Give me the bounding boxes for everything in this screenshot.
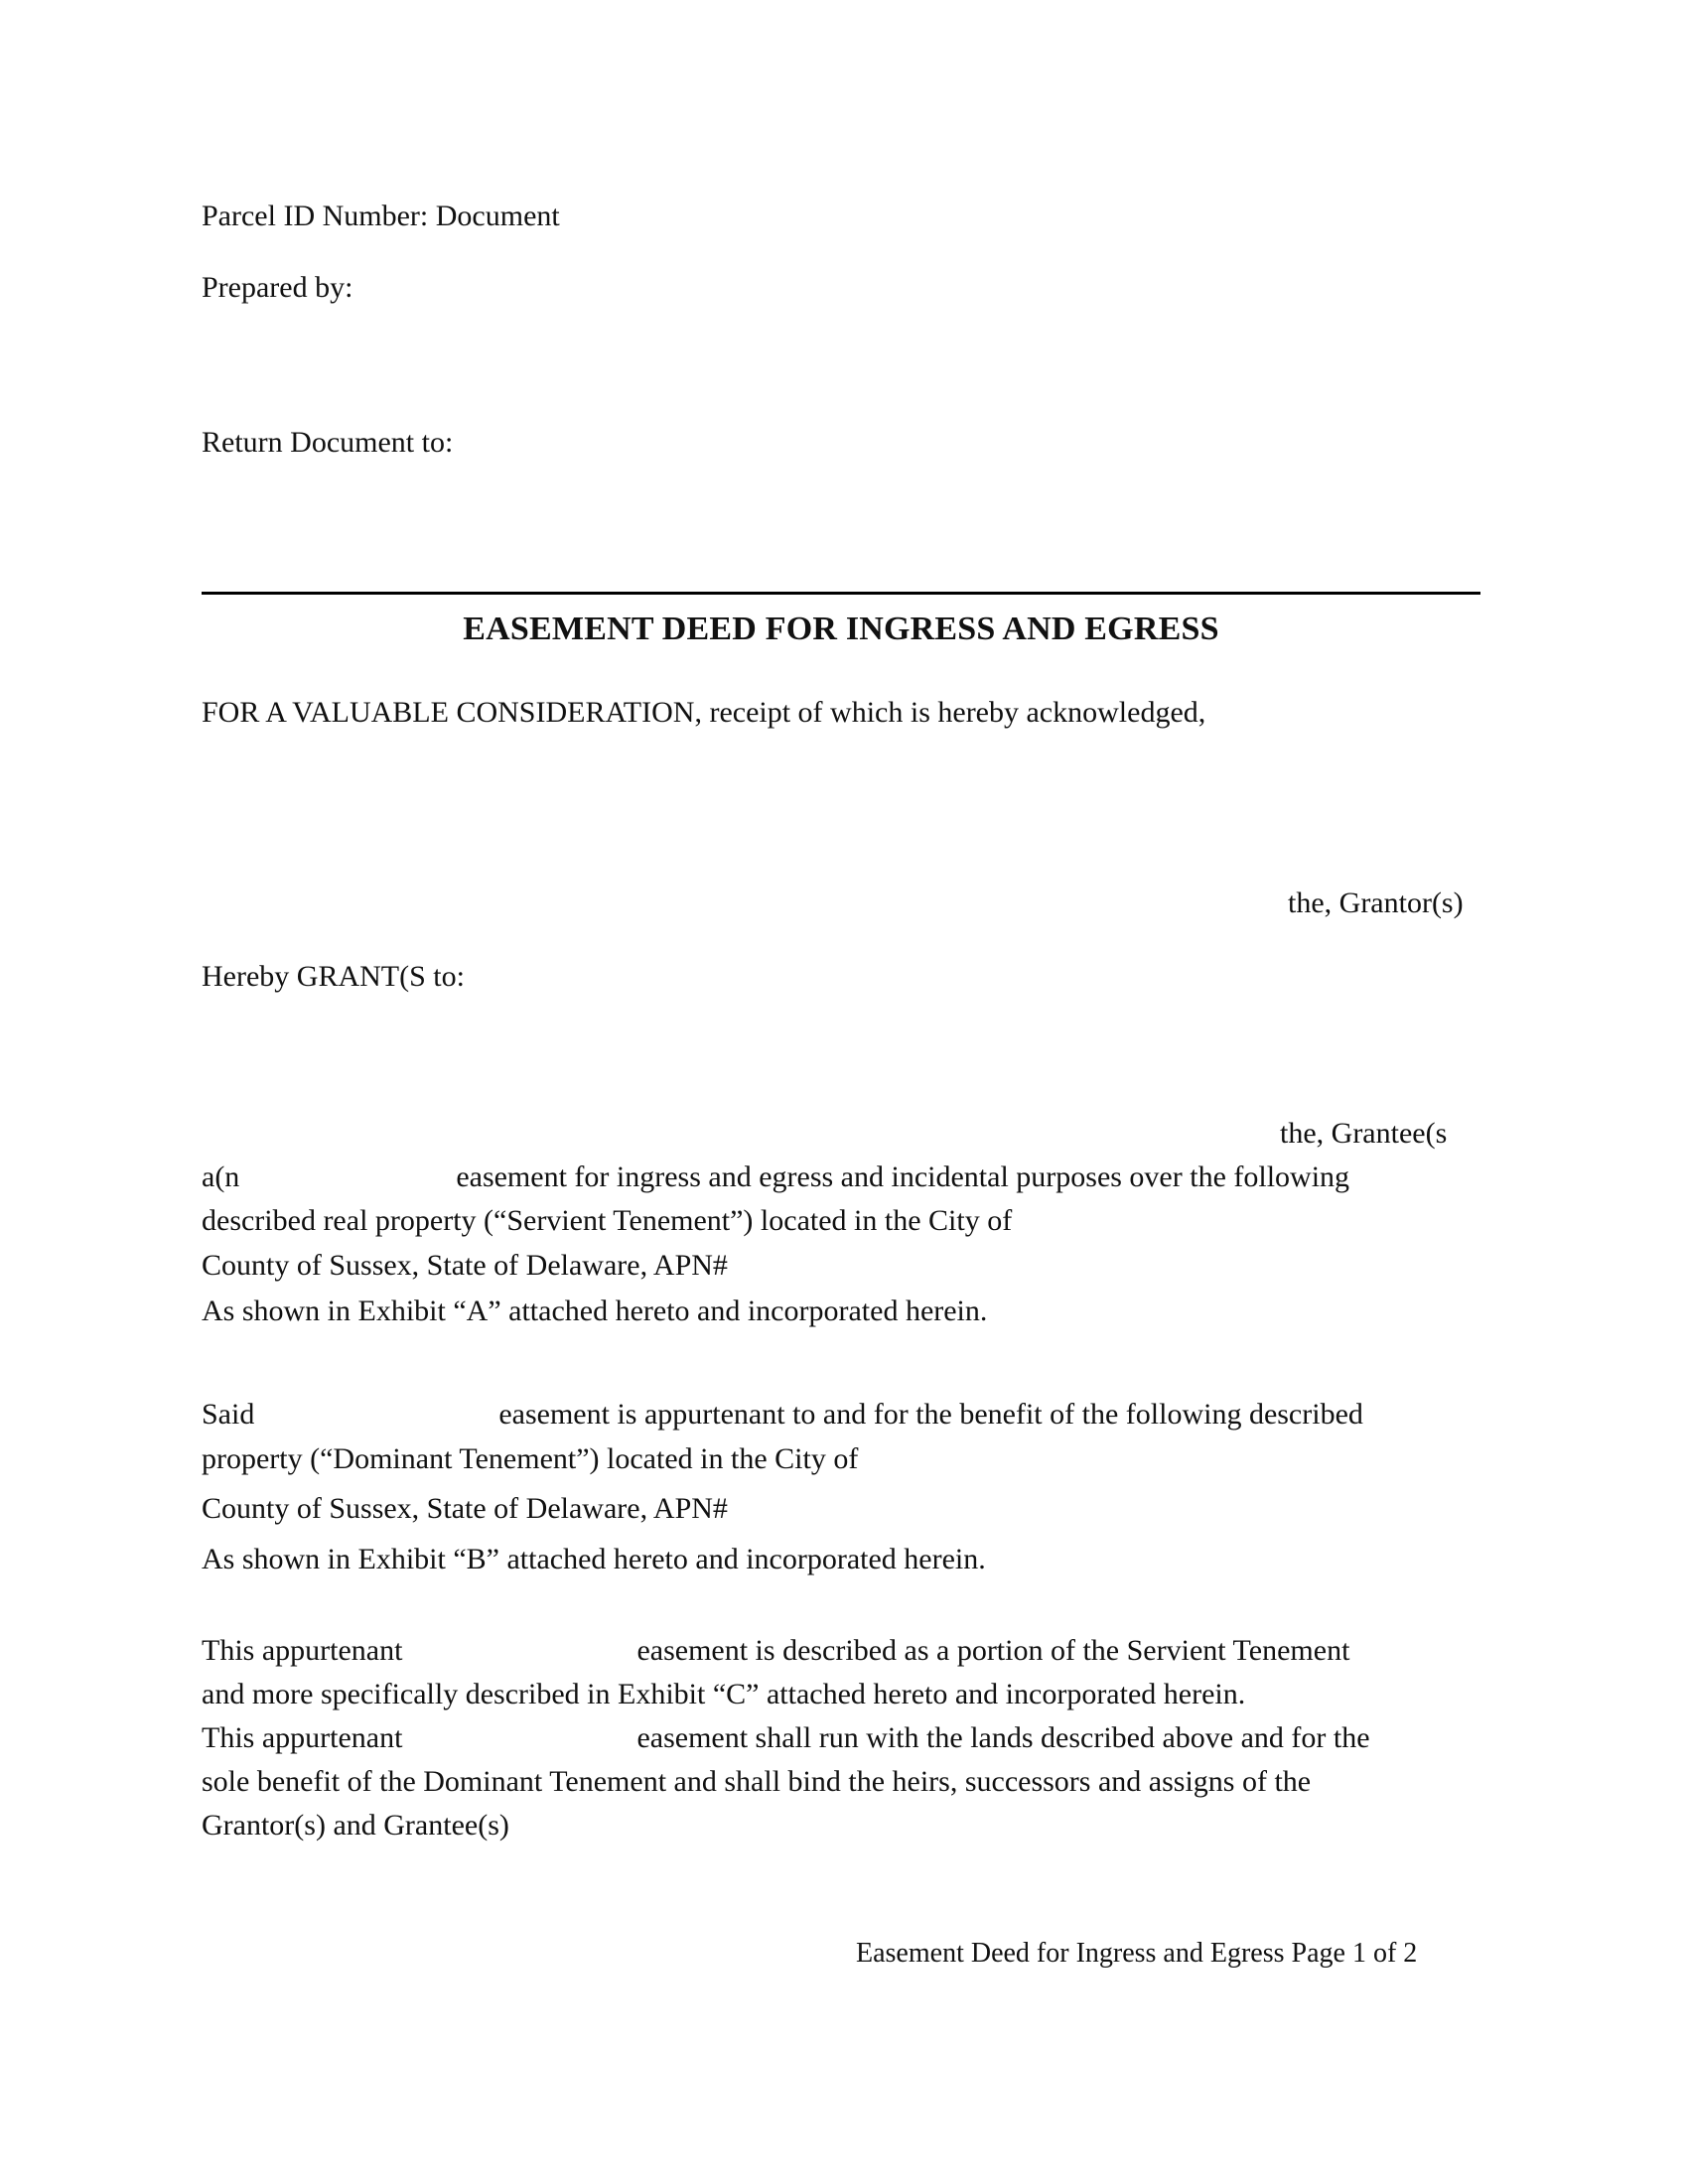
parcel-id-label: Parcel ID Number: Document bbox=[202, 200, 560, 232]
description-line-2: and more specifically described in Exhibit “C” attached hereto and incorporated herein. bbox=[202, 1678, 1246, 1710]
return-document-label: Return Document to: bbox=[202, 426, 454, 459]
consideration-text: FOR A VALUABLE CONSIDERATION, receipt of which is hereby acknowledged, bbox=[202, 696, 1206, 729]
description-appurtenant-text: This appurtenant bbox=[202, 1634, 403, 1667]
description-line-5: Grantor(s) and Grantee(s) bbox=[202, 1809, 509, 1842]
dominant-line-1 bbox=[202, 1397, 1363, 1433]
dominant-line-4: As shown in Exhibit “B” attached hereto and incorporated herein. bbox=[202, 1543, 986, 1575]
dominant-said-text: Said bbox=[202, 1398, 255, 1431]
description-easement-text: easement is described as a portion of the Servient Tenement bbox=[636, 1634, 1350, 1667]
servient-line-3: County of Sussex, State of Delaware, APN# bbox=[202, 1249, 728, 1282]
title-divider bbox=[202, 592, 1480, 595]
description-appurtenant-text-2: This appurtenant bbox=[202, 1721, 403, 1754]
grant-to-label: Hereby GRANT(S to: bbox=[202, 960, 465, 993]
dominant-line-3: County of Sussex, State of Delaware, APN# bbox=[202, 1492, 728, 1525]
grantor-label: the, Grantor(s) bbox=[1288, 887, 1464, 919]
description-run-text: easement shall run with the lands described above and for the bbox=[636, 1721, 1370, 1754]
document-title: EASEMENT DEED FOR INGRESS AND EGRESS bbox=[463, 611, 1219, 647]
servient-line-2: described real property (“Servient Tenement”) located in the City of bbox=[202, 1204, 1013, 1237]
dominant-line-2: property (“Dominant Tenement”) located in the City of bbox=[202, 1442, 859, 1475]
dominant-easement-text: easement is appurtenant to and for the benefit of the following described bbox=[498, 1398, 1363, 1431]
servient-line-1 bbox=[202, 1160, 1349, 1195]
description-line-4: sole benefit of the Dominant Tenement and shall bind the heirs, successors and assigns of the bbox=[202, 1765, 1312, 1798]
description-line-1 bbox=[202, 1633, 1349, 1669]
grantee-label: the, Grantee(s bbox=[1280, 1117, 1448, 1150]
servient-an-text: a(n bbox=[202, 1160, 240, 1193]
page-footer: Easement Deed for Ingress and Egress Page 1 of 2 bbox=[856, 1938, 1418, 1969]
servient-easement-text: easement for ingress and egress and incidental purposes over the following bbox=[456, 1160, 1350, 1193]
prepared-by-label: Prepared by: bbox=[202, 271, 353, 304]
servient-line-4: As shown in Exhibit “A” attached hereto and incorporated herein. bbox=[202, 1295, 988, 1327]
description-line-3 bbox=[202, 1720, 1370, 1756]
